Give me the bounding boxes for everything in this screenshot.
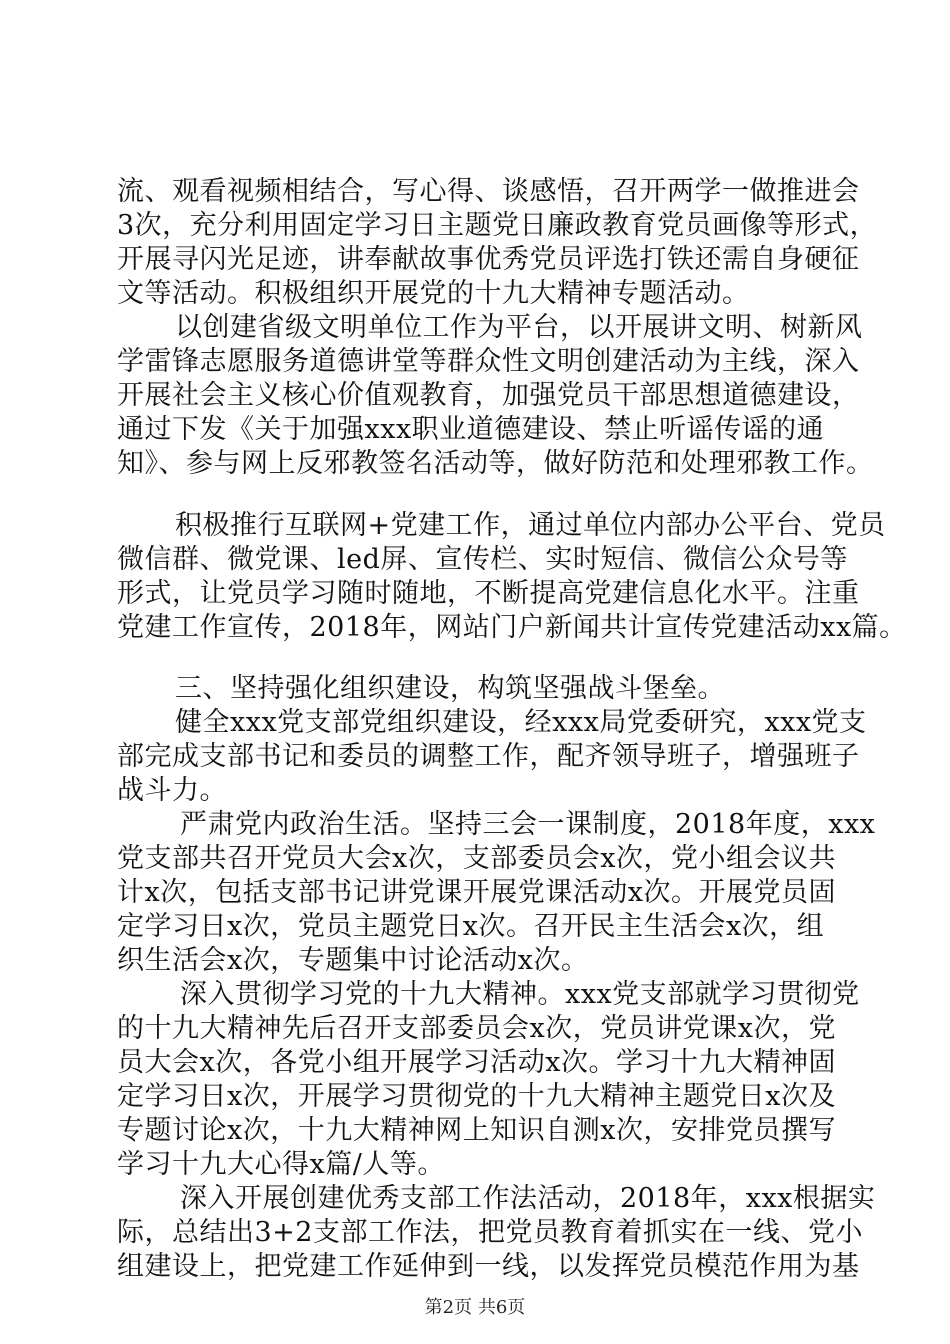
text-line: 深入开展创建优秀支部工作法活动，2018年，xxx根据实	[180, 1183, 876, 1214]
text-line: 微信群、微党课、led屏、宣传栏、实时短信、微信公众号等	[117, 544, 848, 575]
text-line: 的十九大精神先后召开支部委员会x次，党员讲党课x次，党	[117, 1013, 836, 1044]
text-line: 以创建省级文明单位工作为平台，以开展讲文明、树新风	[175, 312, 863, 343]
text-line: 定学习日x次，党员主题党日x次。召开民主生活会x次，组	[117, 911, 825, 942]
text-line: 流、观看视频相结合，写心得、谈感悟，召开两学一做推进会	[117, 176, 860, 207]
text-line: 通过下发《关于加强xxx职业道德建设、禁止听谣传谣的通	[117, 414, 825, 445]
text-line: 深入贯彻学习党的十九大精神。xxx党支部就学习贯彻党	[180, 979, 860, 1010]
text-line: 开展寻闪光足迹，讲奉献故事优秀党员评选打铁还需自身硬征	[117, 244, 860, 275]
text-line: 计x次，包括支部书记讲党课开展党课活动x次。开展党员固	[117, 877, 836, 908]
text-line: 专题讨论x次，十九大精神网上知识自测x次，安排党员撰写	[117, 1115, 836, 1146]
text-line: 健全xxx党支部党组织建设，经xxx局党委研究，xxx党支	[175, 707, 867, 738]
text-line: 开展社会主义核心价值观教育，加强党员干部思想道德建设，	[117, 380, 860, 411]
text-line: 积极推行互联网+党建工作，通过单位内部办公平台、党员	[175, 510, 886, 541]
text-line: 文等活动。积极组织开展党的十九大精神专题活动。	[117, 278, 750, 309]
text-line: 形式，让党员学习随时随地，不断提高党建信息化水平。注重	[117, 578, 860, 609]
text-line: 党支部共召开党员大会x次，支部委员会x次，党小组会议共	[117, 843, 836, 874]
text-line: 战斗力。	[117, 775, 227, 806]
text-line: 党建工作宣传，2018年，网站门户新闻共计宣传党建活动xx篇。	[117, 612, 907, 643]
text-line: 组建设上，把党建工作延伸到一线，以发挥党员模范作用为基	[117, 1251, 860, 1282]
text-line: 学雷锋志愿服务道德讲堂等群众性文明创建活动为主线，深入	[117, 346, 860, 377]
text-line: 织生活会x次，专题集中讨论活动x次。	[117, 945, 589, 976]
text-line: 部完成支部书记和委员的调整工作，配齐领导班子，增强班子	[117, 741, 860, 772]
text-line: 学习十九大心得x篇/人等。	[117, 1149, 445, 1180]
text-line: 3次，充分利用固定学习日主题党日廉政教育党员画像等形式，	[117, 210, 878, 241]
text-line: 严肃党内政治生活。坚持三会一课制度，2018年度，xxx	[180, 809, 876, 840]
page-footer: 第2页 共6页	[424, 1297, 526, 1318]
text-line: 定学习日x次，开展学习贯彻党的十九大精神主题党日x次及	[117, 1081, 836, 1112]
section-heading: 三、坚持强化组织建设，构筑坚强战斗堡垒。	[175, 673, 725, 704]
text-line: 际，总结出3+2支部工作法，把党员教育着抓实在一线、党小	[117, 1217, 863, 1248]
text-line: 员大会x次，各党小组开展学习活动x次。学习十九大精神固	[117, 1047, 836, 1078]
text-line: 知》、参与网上反邪教签名活动等，做好防范和处理邪教工作。	[117, 448, 874, 479]
